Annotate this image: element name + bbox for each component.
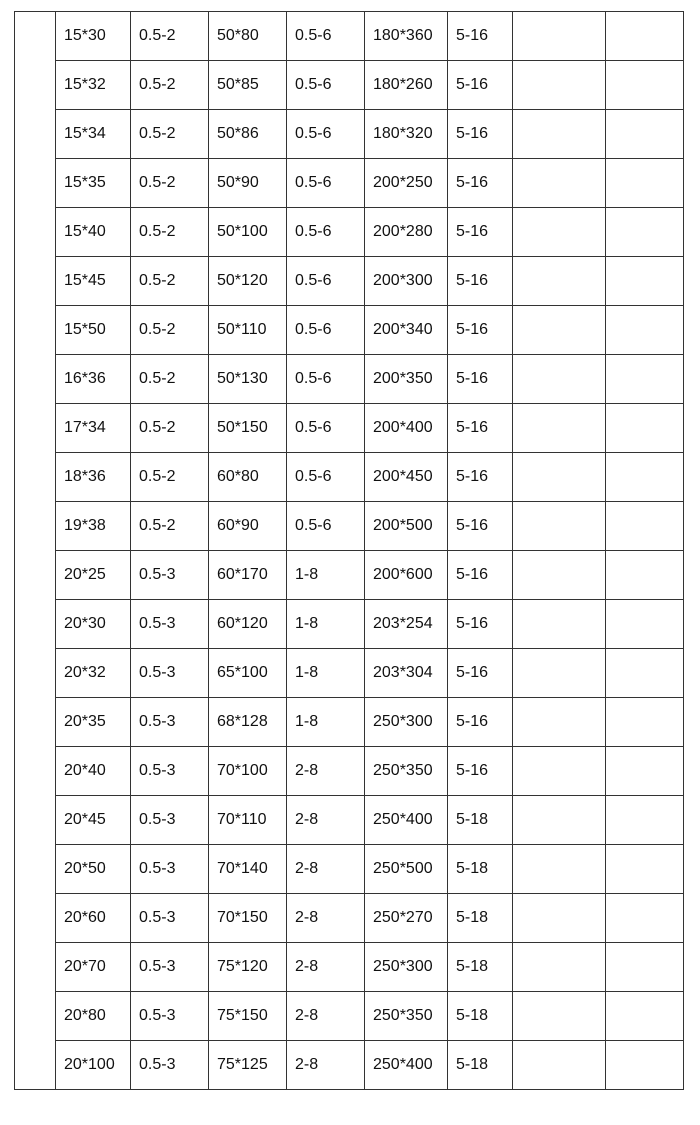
table-cell: 5-16 bbox=[448, 355, 513, 404]
table-cell: 15*45 bbox=[56, 257, 131, 306]
table-cell bbox=[513, 453, 606, 502]
table-cell: 0.5-6 bbox=[287, 208, 365, 257]
table-cell: 200*600 bbox=[365, 551, 448, 600]
table-cell: 200*280 bbox=[365, 208, 448, 257]
table-cell: 15*30 bbox=[56, 12, 131, 61]
table-cell: 0.5-3 bbox=[131, 747, 209, 796]
table-row bbox=[15, 894, 684, 943]
table-row bbox=[15, 61, 684, 110]
table-cell: 0.5-6 bbox=[287, 453, 365, 502]
table-cell bbox=[606, 894, 684, 943]
table-cell: 180*360 bbox=[365, 12, 448, 61]
table-cell bbox=[513, 110, 606, 159]
table-row bbox=[15, 257, 684, 306]
table-cell: 250*300 bbox=[365, 698, 448, 747]
table-cell: 5-18 bbox=[448, 992, 513, 1041]
table-cell bbox=[606, 159, 684, 208]
table-cell: 0.5-2 bbox=[131, 502, 209, 551]
table-row bbox=[15, 159, 684, 208]
table-cell bbox=[513, 159, 606, 208]
table-cell: 0.5-3 bbox=[131, 894, 209, 943]
table-cell: 20*35 bbox=[56, 698, 131, 747]
table-cell: 0.5-3 bbox=[131, 698, 209, 747]
table-row bbox=[15, 208, 684, 257]
table-row bbox=[15, 551, 684, 600]
table-cell: 5-16 bbox=[448, 747, 513, 796]
table-cell: 0.5-3 bbox=[131, 943, 209, 992]
table-cell bbox=[606, 306, 684, 355]
table-cell: 5-16 bbox=[448, 61, 513, 110]
table-cell: 5-16 bbox=[448, 404, 513, 453]
table-cell: 5-16 bbox=[448, 600, 513, 649]
table-cell: 250*500 bbox=[365, 845, 448, 894]
table-cell: 50*90 bbox=[209, 159, 287, 208]
table-cell bbox=[606, 649, 684, 698]
table-cell: 1-8 bbox=[287, 600, 365, 649]
table-row bbox=[15, 992, 684, 1041]
table-cell bbox=[513, 894, 606, 943]
table-cell: 50*120 bbox=[209, 257, 287, 306]
table-cell bbox=[513, 502, 606, 551]
table-cell: 1-8 bbox=[287, 649, 365, 698]
table-cell: 50*110 bbox=[209, 306, 287, 355]
table-cell bbox=[513, 355, 606, 404]
table-cell: 70*150 bbox=[209, 894, 287, 943]
table-cell: 20*30 bbox=[56, 600, 131, 649]
table-cell: 70*100 bbox=[209, 747, 287, 796]
table-cell: 20*40 bbox=[56, 747, 131, 796]
table-row bbox=[15, 306, 684, 355]
table-cell: 0.5-3 bbox=[131, 649, 209, 698]
table-cell: 60*90 bbox=[209, 502, 287, 551]
table-cell: 0.5-2 bbox=[131, 355, 209, 404]
table-cell: 20*45 bbox=[56, 796, 131, 845]
table-cell bbox=[606, 502, 684, 551]
table-cell: 2-8 bbox=[287, 943, 365, 992]
table-cell: 5-16 bbox=[448, 453, 513, 502]
table-cell: 203*254 bbox=[365, 600, 448, 649]
table-cell: 75*120 bbox=[209, 943, 287, 992]
table-cell: 0.5-6 bbox=[287, 12, 365, 61]
table-cell: 0.5-6 bbox=[287, 61, 365, 110]
table-cell: 0.5-2 bbox=[131, 306, 209, 355]
table-row bbox=[15, 453, 684, 502]
table-row bbox=[15, 845, 684, 894]
table-row bbox=[15, 502, 684, 551]
table-cell: 20*60 bbox=[56, 894, 131, 943]
table-cell: 0.5-2 bbox=[131, 159, 209, 208]
table-row bbox=[15, 110, 684, 159]
table-cell bbox=[606, 110, 684, 159]
table-cell: 0.5-3 bbox=[131, 600, 209, 649]
table-cell: 0.5-2 bbox=[131, 404, 209, 453]
table-cell bbox=[606, 600, 684, 649]
table-cell: 200*340 bbox=[365, 306, 448, 355]
table-cell bbox=[513, 796, 606, 845]
table-cell: 5-18 bbox=[448, 894, 513, 943]
table-cell: 20*70 bbox=[56, 943, 131, 992]
table-cell: 5-16 bbox=[448, 649, 513, 698]
table-cell: 50*85 bbox=[209, 61, 287, 110]
table-cell bbox=[513, 698, 606, 747]
table-cell: 180*260 bbox=[365, 61, 448, 110]
table-row bbox=[15, 698, 684, 747]
table-body bbox=[15, 12, 684, 1090]
table-cell: 20*32 bbox=[56, 649, 131, 698]
table-cell: 0.5-2 bbox=[131, 61, 209, 110]
table-cell: 5-18 bbox=[448, 796, 513, 845]
table-cell: 15*34 bbox=[56, 110, 131, 159]
table-cell: 5-18 bbox=[448, 943, 513, 992]
table-cell: 15*40 bbox=[56, 208, 131, 257]
table-cell: 2-8 bbox=[287, 894, 365, 943]
table-cell: 5-16 bbox=[448, 257, 513, 306]
table-cell: 20*80 bbox=[56, 992, 131, 1041]
table-cell bbox=[606, 992, 684, 1041]
table-cell: 0.5-6 bbox=[287, 404, 365, 453]
table-cell: 200*500 bbox=[365, 502, 448, 551]
merged-category-cell bbox=[15, 12, 56, 1090]
table-cell: 0.5-3 bbox=[131, 796, 209, 845]
table-cell: 70*110 bbox=[209, 796, 287, 845]
table-cell: 5-16 bbox=[448, 698, 513, 747]
table-cell bbox=[606, 61, 684, 110]
table-cell: 75*125 bbox=[209, 1041, 287, 1090]
table-cell: 0.5-3 bbox=[131, 992, 209, 1041]
table-cell bbox=[513, 992, 606, 1041]
table-cell bbox=[513, 61, 606, 110]
table-cell: 70*140 bbox=[209, 845, 287, 894]
table-cell: 20*100 bbox=[56, 1041, 131, 1090]
table-cell: 15*32 bbox=[56, 61, 131, 110]
table-cell: 0.5-2 bbox=[131, 453, 209, 502]
table-row bbox=[15, 1041, 684, 1090]
table-cell: 65*100 bbox=[209, 649, 287, 698]
table-cell bbox=[606, 845, 684, 894]
table-cell: 250*400 bbox=[365, 796, 448, 845]
table-cell: 60*170 bbox=[209, 551, 287, 600]
table-cell: 5-18 bbox=[448, 845, 513, 894]
table-cell bbox=[606, 747, 684, 796]
table-cell: 0.5-6 bbox=[287, 306, 365, 355]
table-row bbox=[15, 649, 684, 698]
table-cell bbox=[513, 649, 606, 698]
table-cell: 5-18 bbox=[448, 1041, 513, 1090]
table-cell: 15*50 bbox=[56, 306, 131, 355]
table-cell: 2-8 bbox=[287, 747, 365, 796]
spec-table bbox=[14, 11, 684, 1090]
table-cell bbox=[606, 404, 684, 453]
table-cell bbox=[606, 943, 684, 992]
table-cell: 16*36 bbox=[56, 355, 131, 404]
table-cell: 0.5-6 bbox=[287, 159, 365, 208]
table-cell bbox=[606, 698, 684, 747]
table-cell: 0.5-6 bbox=[287, 257, 365, 306]
table-cell bbox=[513, 551, 606, 600]
table-cell: 250*400 bbox=[365, 1041, 448, 1090]
table-cell: 2-8 bbox=[287, 992, 365, 1041]
table-cell: 50*100 bbox=[209, 208, 287, 257]
table-cell: 17*34 bbox=[56, 404, 131, 453]
table-cell: 5-16 bbox=[448, 502, 513, 551]
table-cell: 180*320 bbox=[365, 110, 448, 159]
table-cell: 0.5-3 bbox=[131, 845, 209, 894]
table-cell: 250*350 bbox=[365, 992, 448, 1041]
table-cell bbox=[606, 551, 684, 600]
table-cell: 200*450 bbox=[365, 453, 448, 502]
table-cell: 0.5-2 bbox=[131, 110, 209, 159]
table-cell bbox=[513, 404, 606, 453]
table-cell: 20*50 bbox=[56, 845, 131, 894]
table-cell: 0.5-6 bbox=[287, 110, 365, 159]
table-cell: 250*300 bbox=[365, 943, 448, 992]
table-cell: 0.5-6 bbox=[287, 502, 365, 551]
table-cell: 0.5-2 bbox=[131, 12, 209, 61]
table-cell: 0.5-3 bbox=[131, 1041, 209, 1090]
table-cell: 200*300 bbox=[365, 257, 448, 306]
table-cell bbox=[606, 355, 684, 404]
table-cell: 60*80 bbox=[209, 453, 287, 502]
table-cell: 60*120 bbox=[209, 600, 287, 649]
table-cell: 75*150 bbox=[209, 992, 287, 1041]
table-cell: 5-16 bbox=[448, 208, 513, 257]
table-cell: 0.5-3 bbox=[131, 551, 209, 600]
table-cell: 203*304 bbox=[365, 649, 448, 698]
table-cell: 2-8 bbox=[287, 796, 365, 845]
table-cell: 250*270 bbox=[365, 894, 448, 943]
table-cell bbox=[513, 600, 606, 649]
table-cell bbox=[513, 747, 606, 796]
table-cell bbox=[606, 1041, 684, 1090]
table-row bbox=[15, 747, 684, 796]
table-cell bbox=[513, 257, 606, 306]
table-cell: 19*38 bbox=[56, 502, 131, 551]
table-row bbox=[15, 12, 684, 61]
table-cell bbox=[513, 943, 606, 992]
table-cell: 15*35 bbox=[56, 159, 131, 208]
table-cell: 200*350 bbox=[365, 355, 448, 404]
table-cell: 200*400 bbox=[365, 404, 448, 453]
table-cell: 68*128 bbox=[209, 698, 287, 747]
table-cell bbox=[513, 12, 606, 61]
table-cell bbox=[606, 12, 684, 61]
table-row bbox=[15, 355, 684, 404]
table-cell: 50*150 bbox=[209, 404, 287, 453]
table-row bbox=[15, 600, 684, 649]
table-cell: 20*25 bbox=[56, 551, 131, 600]
table-cell: 0.5-6 bbox=[287, 355, 365, 404]
table-cell: 2-8 bbox=[287, 845, 365, 894]
table-cell bbox=[606, 796, 684, 845]
table-row bbox=[15, 404, 684, 453]
table-cell: 50*80 bbox=[209, 12, 287, 61]
table-cell: 18*36 bbox=[56, 453, 131, 502]
table-cell: 5-16 bbox=[448, 110, 513, 159]
table-row bbox=[15, 796, 684, 845]
table-cell: 1-8 bbox=[287, 551, 365, 600]
table-cell: 0.5-2 bbox=[131, 208, 209, 257]
table-cell bbox=[513, 1041, 606, 1090]
table-cell: 5-16 bbox=[448, 12, 513, 61]
table-cell bbox=[606, 208, 684, 257]
table-cell: 5-16 bbox=[448, 551, 513, 600]
table-cell: 1-8 bbox=[287, 698, 365, 747]
table-cell bbox=[513, 208, 606, 257]
table-cell: 5-16 bbox=[448, 306, 513, 355]
table-cell: 50*86 bbox=[209, 110, 287, 159]
table-cell: 0.5-2 bbox=[131, 257, 209, 306]
table-cell bbox=[513, 845, 606, 894]
table-cell: 50*130 bbox=[209, 355, 287, 404]
table-cell: 250*350 bbox=[365, 747, 448, 796]
table-cell bbox=[606, 257, 684, 306]
table-cell: 200*250 bbox=[365, 159, 448, 208]
table-cell: 2-8 bbox=[287, 1041, 365, 1090]
table-row bbox=[15, 943, 684, 992]
table-cell bbox=[513, 306, 606, 355]
table-cell: 5-16 bbox=[448, 159, 513, 208]
table-cell bbox=[606, 453, 684, 502]
